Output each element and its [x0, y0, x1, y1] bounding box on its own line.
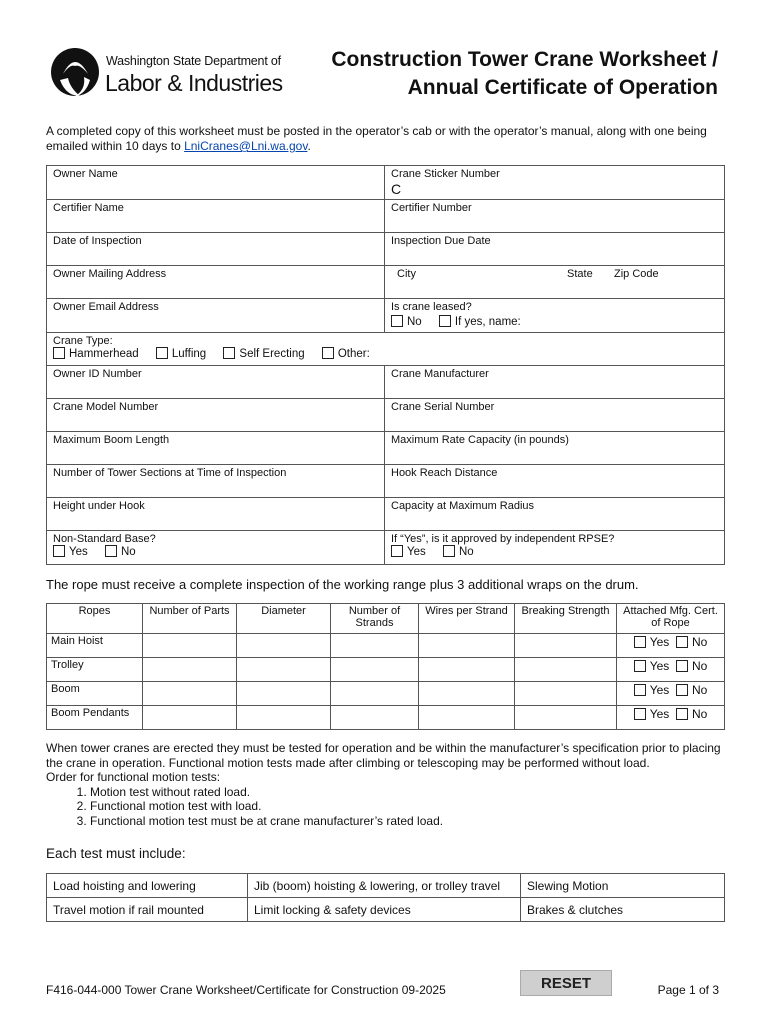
- crane-model-label: Crane Model Number: [53, 401, 159, 413]
- cert-no-label: No: [691, 683, 708, 697]
- page-number: Page 1 of 3: [657, 983, 719, 997]
- non-standard-base-label: Non-Standard Base?: [53, 533, 156, 545]
- max-rate-capacity-label: Maximum Rate Capacity (in pounds): [391, 434, 569, 446]
- rpse-no-checkbox[interactable]: [443, 545, 455, 557]
- owner-id-field[interactable]: [47, 366, 385, 398]
- mailing-address-field[interactable]: [47, 266, 385, 298]
- table-cell[interactable]: [237, 706, 331, 730]
- reset-button[interactable]: RESET: [520, 970, 612, 996]
- crane-leased-field: [385, 299, 724, 332]
- capacity-max-radius-label: Capacity at Maximum Radius: [391, 500, 535, 512]
- cert-yes-no: [617, 682, 725, 706]
- agency-logo: [50, 44, 283, 100]
- crane-info-form: [46, 165, 725, 565]
- functional-tests-section: [46, 741, 726, 828]
- form-id: F416-044-000 Tower Crane Worksheet/Certificate for Construction 09-2025: [46, 983, 446, 997]
- crane-type-label: Crane Type:: [53, 335, 113, 347]
- rope-name: Main Hoist: [47, 634, 143, 658]
- cert-yes-label: Yes: [649, 635, 670, 649]
- inspection-date-label: Date of Inspection: [53, 235, 142, 247]
- tests-order-label: Order for functional motion tests:: [46, 770, 221, 784]
- table-cell: Brakes & clutches: [521, 898, 725, 922]
- cert-no-checkbox[interactable]: [676, 708, 688, 720]
- cert-yes-label: Yes: [649, 659, 670, 673]
- table-row: [47, 682, 725, 706]
- cert-yes-no: [617, 634, 725, 658]
- zip-code-label: Zip Code: [614, 268, 659, 280]
- rpse-approved-options: [391, 545, 718, 558]
- column-header: Number of Parts: [143, 604, 237, 634]
- leased-yes-option[interactable]: [439, 316, 521, 328]
- form-row: [47, 465, 724, 498]
- table-cell: Jib (boom) hoisting & lowering, or trolley travel: [248, 874, 521, 898]
- cert-yes-no: [617, 658, 725, 682]
- owner-email-label: Owner Email Address: [53, 301, 159, 313]
- table-cell[interactable]: [515, 634, 617, 658]
- table-row: [47, 706, 725, 730]
- page-header: [0, 0, 770, 120]
- rope-inspection-note: The rope must receive a complete inspection of the working range plus 3 additional wraps on the drum.: [46, 577, 639, 592]
- table-cell[interactable]: [237, 634, 331, 658]
- hook-reach-field[interactable]: [385, 465, 724, 497]
- cert-no-label: No: [691, 707, 708, 721]
- owner-name-label: Owner Name: [53, 168, 118, 180]
- rope-name: Boom: [47, 682, 143, 706]
- owner-email-field[interactable]: [47, 299, 385, 332]
- rope-table: [46, 603, 725, 730]
- owner-name-field[interactable]: [47, 166, 385, 199]
- list-item: 2. Functional motion test with load.: [90, 799, 726, 814]
- crane-sticker-field[interactable]: [385, 166, 724, 199]
- certifier-number-field[interactable]: [385, 200, 724, 232]
- max-boom-length-label: Maximum Boom Length: [53, 434, 170, 446]
- cert-yes-checkbox[interactable]: [634, 660, 646, 672]
- rope-name: Boom Pendants: [47, 706, 143, 730]
- page-title: [331, 46, 718, 102]
- other-label: Other:: [337, 348, 370, 360]
- page-footer: [46, 974, 725, 1002]
- form-row: [47, 299, 724, 333]
- table-cell: Slewing Motion: [521, 874, 725, 898]
- base-yes-label: Yes: [69, 546, 88, 558]
- other-checkbox[interactable]: [322, 347, 334, 359]
- crane-type-options: [53, 347, 718, 360]
- leased-yes-checkbox[interactable]: [439, 315, 451, 327]
- table-cell[interactable]: [331, 634, 419, 658]
- form-row: [47, 266, 724, 299]
- column-header: Breaking Strength: [515, 604, 617, 634]
- table-cell[interactable]: [419, 682, 515, 706]
- table-row: [47, 658, 725, 682]
- table-cell: Travel motion if rail mounted: [47, 898, 248, 922]
- rpse-approved-field: [385, 531, 724, 564]
- hook-reach-label: Hook Reach Distance: [391, 467, 498, 479]
- leased-yes-label: If yes, name:: [454, 316, 521, 328]
- list-item: 3. Functional motion test must be at crane manufacturer’s rated load.: [90, 814, 726, 829]
- intro-text-after: .: [307, 139, 311, 153]
- table-cell[interactable]: [143, 634, 237, 658]
- crane-serial-field[interactable]: [385, 399, 724, 431]
- base-no-option[interactable]: [105, 546, 136, 558]
- mailing-address-label: Owner Mailing Address: [53, 268, 167, 280]
- self-erecting-label: Self Erecting: [239, 348, 305, 360]
- table-cell[interactable]: [143, 682, 237, 706]
- max-rate-capacity-field[interactable]: [385, 432, 724, 464]
- column-header: Ropes: [47, 604, 143, 634]
- agency-name: Labor & Industries: [105, 70, 283, 96]
- table-cell: Load hoisting and lowering: [47, 874, 248, 898]
- form-row: [47, 432, 724, 465]
- table-cell: Limit locking & safety devices: [248, 898, 521, 922]
- city-state-zip-field[interactable]: [385, 266, 724, 298]
- table-cell[interactable]: [237, 682, 331, 706]
- table-cell[interactable]: [419, 706, 515, 730]
- tests-list: [66, 785, 726, 829]
- form-row: [47, 366, 724, 399]
- lni-logo-icon: [50, 44, 106, 100]
- table-cell[interactable]: [419, 634, 515, 658]
- crane-model-field[interactable]: [47, 399, 385, 431]
- non-standard-base-options: [53, 545, 378, 558]
- title-line-1: Construction Tower Crane Worksheet /: [331, 48, 718, 71]
- cert-no-label: No: [691, 659, 708, 673]
- capacity-max-radius-field[interactable]: [385, 498, 724, 530]
- self-erecting-checkbox[interactable]: [223, 347, 235, 359]
- rpse-yes-label: Yes: [407, 546, 426, 558]
- intro-text-before: A completed copy of this worksheet must be posted in the operator’s cab or with the operator’s manual, along with one being emailed within 10 days to: [46, 124, 707, 153]
- cert-no-checkbox[interactable]: [676, 636, 688, 648]
- hammerhead-checkbox[interactable]: [53, 347, 65, 359]
- title-line-2: Annual Certificate of Operation: [407, 76, 718, 99]
- cert-yes-no: [617, 706, 725, 730]
- list-item: 1. Motion test without rated load.: [90, 785, 726, 800]
- table-cell[interactable]: [237, 658, 331, 682]
- inspection-date-field[interactable]: [47, 233, 385, 265]
- base-no-label: No: [120, 546, 136, 558]
- crane-type-luffing[interactable]: [156, 348, 206, 360]
- base-yes-checkbox[interactable]: [53, 545, 65, 557]
- rpse-no-option[interactable]: [443, 546, 474, 558]
- table-cell[interactable]: [419, 658, 515, 682]
- form-row: [47, 399, 724, 432]
- include-title: Each test must include:: [46, 846, 186, 861]
- certifier-name-label: Certifier Name: [53, 202, 124, 214]
- form-row: [47, 166, 724, 200]
- owner-id-label: Owner ID Number: [53, 368, 142, 380]
- form-row: [47, 333, 724, 366]
- rpse-no-label: No: [458, 546, 474, 558]
- crane-leased-label: Is crane leased?: [391, 301, 472, 313]
- cert-yes-checkbox[interactable]: [634, 636, 646, 648]
- crane-sticker-label: Crane Sticker Number: [391, 168, 500, 180]
- crane-manufacturer-field[interactable]: [385, 366, 724, 398]
- intro-text: [46, 124, 726, 154]
- rpse-approved-label: If “Yes”, is it approved by independent RPSE?: [391, 533, 615, 545]
- table-cell[interactable]: [515, 706, 617, 730]
- rpse-yes-option[interactable]: [391, 546, 426, 558]
- crane-type-hammerhead[interactable]: [53, 348, 139, 360]
- email-link[interactable]: LniCranes@Lni.wa.gov: [184, 139, 308, 153]
- table-cell[interactable]: [143, 658, 237, 682]
- crane-type-field: [47, 333, 724, 365]
- crane-leased-options: [391, 315, 718, 328]
- form-row: [47, 233, 724, 266]
- cert-yes-label: Yes: [649, 683, 670, 697]
- luffing-label: Luffing: [171, 348, 207, 360]
- form-row: [47, 200, 724, 233]
- crane-type-other[interactable]: [322, 348, 370, 360]
- height-under-hook-field[interactable]: [47, 498, 385, 530]
- test-include-table: [46, 873, 725, 922]
- crane-type-self-erecting[interactable]: [223, 348, 304, 360]
- column-header: Wires per Strand: [419, 604, 515, 634]
- rope-table-header: [47, 604, 725, 634]
- crane-manufacturer-label: Crane Manufacturer: [391, 368, 489, 380]
- form-row: [47, 498, 724, 531]
- base-yes-option[interactable]: [53, 546, 88, 558]
- certifier-name-field[interactable]: [47, 200, 385, 232]
- rpse-yes-checkbox[interactable]: [391, 545, 403, 557]
- cert-yes-checkbox[interactable]: [634, 684, 646, 696]
- department-line: Washington State Department of: [106, 54, 281, 68]
- city-label: City: [397, 268, 416, 280]
- tower-sections-field[interactable]: [47, 465, 385, 497]
- cert-no-checkbox[interactable]: [676, 684, 688, 696]
- tests-paragraph: When tower cranes are erected they must be tested for operation and be within the manufacturer’s specification prior to placing the crane in operation. Functional motion tests made after climbing or telescoping may be performed without load.: [46, 741, 721, 770]
- height-under-hook-label: Height under Hook: [53, 500, 145, 512]
- table-cell[interactable]: [515, 682, 617, 706]
- tower-sections-label: Number of Tower Sections at Time of Inspection: [53, 467, 287, 479]
- table-cell[interactable]: [331, 706, 419, 730]
- leased-no-option[interactable]: [391, 316, 422, 328]
- non-standard-base-field: [47, 531, 385, 564]
- state-label: State: [567, 268, 593, 280]
- cert-no-label: No: [691, 635, 708, 649]
- leased-no-checkbox[interactable]: [391, 315, 403, 327]
- table-cell[interactable]: [331, 658, 419, 682]
- hammerhead-label: Hammerhead: [69, 348, 139, 360]
- table-row: [47, 874, 725, 898]
- table-cell[interactable]: [143, 706, 237, 730]
- base-no-checkbox[interactable]: [105, 545, 117, 557]
- table-row: [47, 634, 725, 658]
- inspection-due-date-label: Inspection Due Date: [391, 235, 491, 247]
- cert-yes-checkbox[interactable]: [634, 708, 646, 720]
- table-row: [47, 898, 725, 922]
- certifier-number-label: Certifier Number: [391, 202, 472, 214]
- cert-yes-label: Yes: [649, 707, 670, 721]
- max-boom-length-field[interactable]: [47, 432, 385, 464]
- form-row: [47, 531, 724, 564]
- crane-serial-label: Crane Serial Number: [391, 401, 495, 413]
- leased-no-label: No: [407, 316, 422, 328]
- luffing-checkbox[interactable]: [156, 347, 168, 359]
- rope-name: Trolley: [47, 658, 143, 682]
- column-header: Diameter: [237, 604, 331, 634]
- column-header: Number of Strands: [331, 604, 419, 634]
- inspection-due-date-field[interactable]: [385, 233, 724, 265]
- table-cell[interactable]: [331, 682, 419, 706]
- column-header: Attached Mfg. Cert. of Rope: [617, 604, 725, 634]
- cert-no-checkbox[interactable]: [676, 660, 688, 672]
- crane-sticker-value: C: [391, 181, 402, 197]
- table-cell[interactable]: [515, 658, 617, 682]
